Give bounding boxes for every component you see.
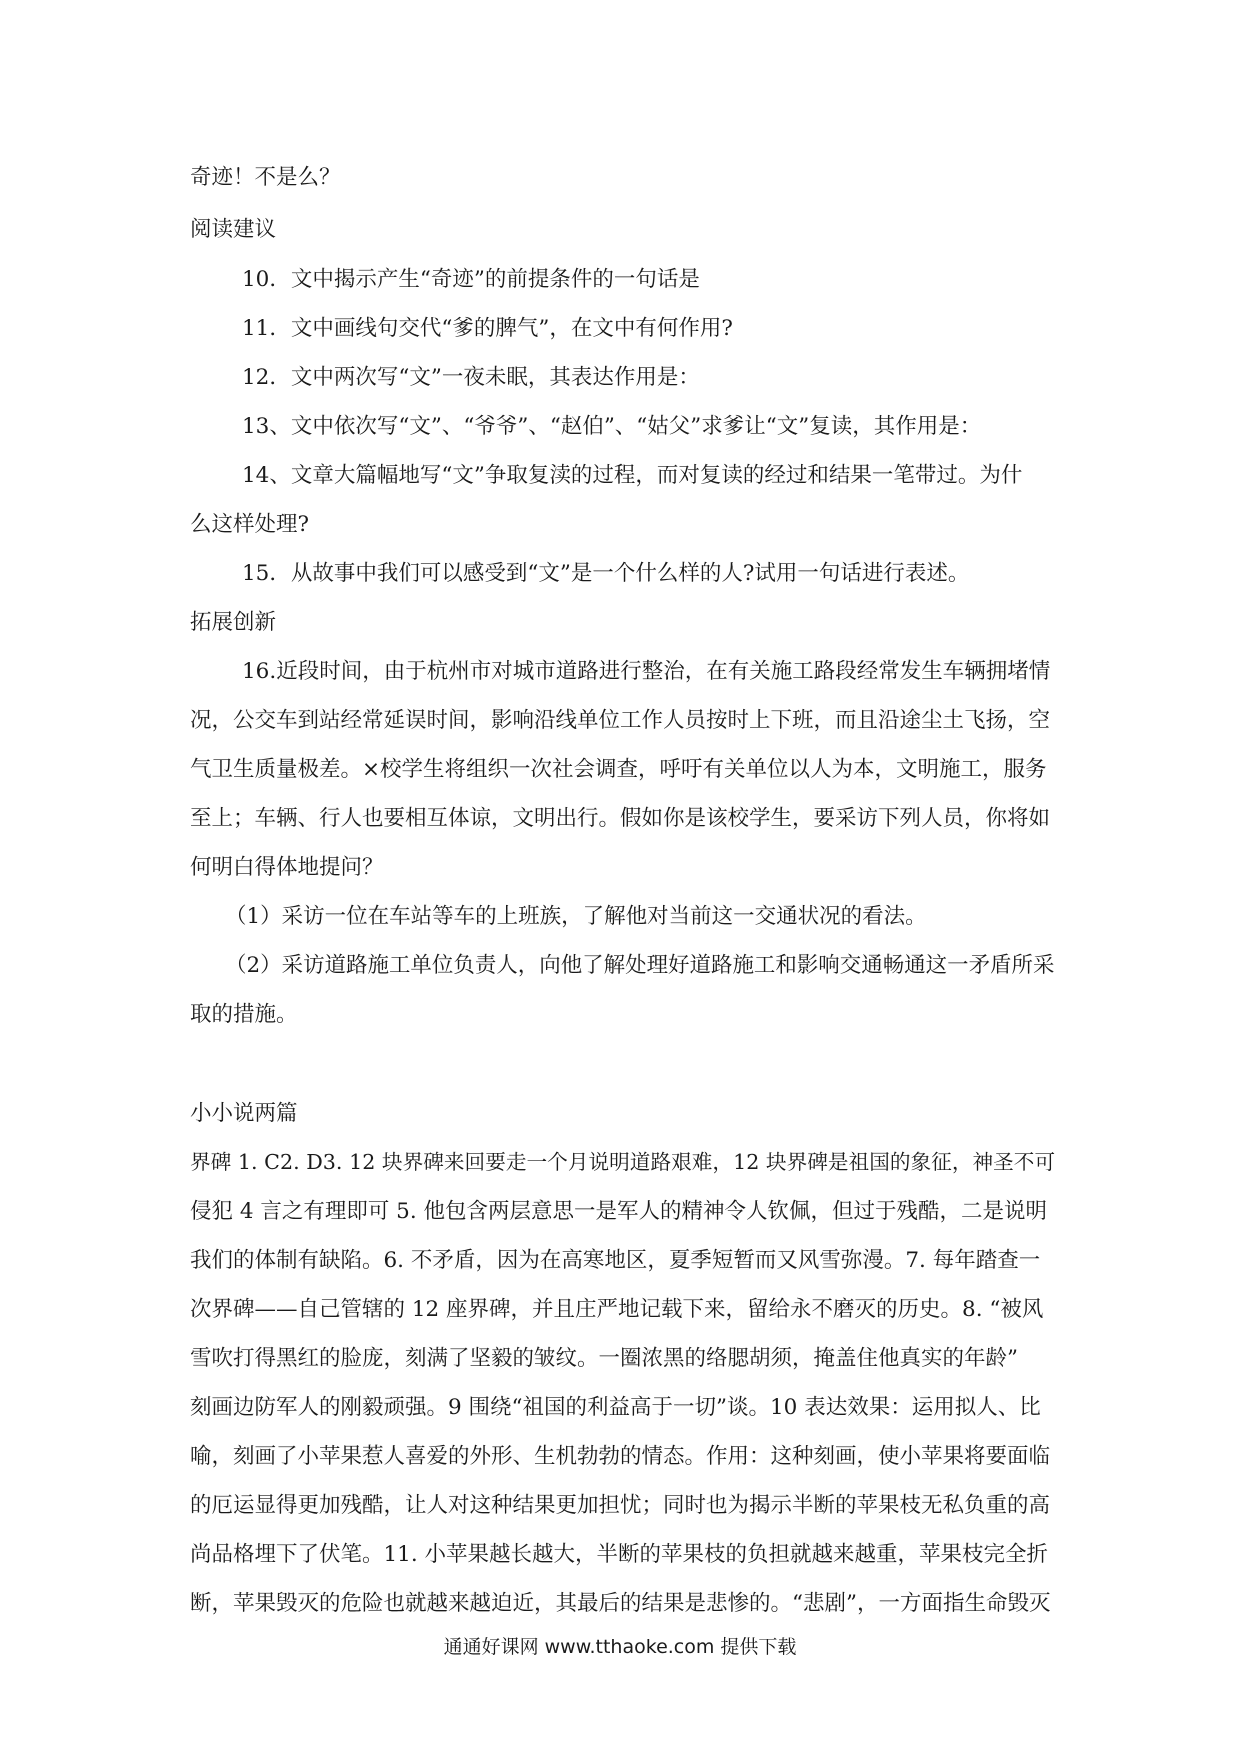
- question-line: 13、文中依次写“文”、“爷爷”、“赵伯”、“姑父”求爹让“文”复读，其作用是：: [242, 414, 982, 439]
- answer-line: 次界碑——自己管辖的 12 座界碑，并且庄严地记载下来，留给永不磨灭的历史。8. “被风: [190, 1297, 1044, 1322]
- question-line: 11．文中画线句交代“爹的脾气”，在文中有何作用?: [242, 316, 733, 341]
- answer-line: 界碑 1. C2. D3. 12 块界碑来回要走一个月说明道路艰难，12 块界碑是祖国的象征，神圣不可: [190, 1150, 1056, 1174]
- answer-line: 雪吹打得黑红的脸庞，刻满了坚毅的皱纹。一圈浓黑的络腮胡须，掩盖住他真实的年龄”: [190, 1346, 1018, 1371]
- answer-line: 侵犯 4 言之有理即可 5. 他包含两层意思一是军人的精神令人钦佩，但过于残酷，二是说明: [190, 1199, 1048, 1224]
- question-line: 10．文中揭示产生“奇迹”的前提条件的一句话是: [242, 267, 700, 292]
- paragraph-line: 16.近段时间，由于杭州市对城市道路进行整治，在有关施工路段经常发生车辆拥堵情: [242, 659, 1051, 684]
- question-line: 15．从故事中我们可以感受到“文”是一个什么样的人?试用一句话进行表述。: [242, 561, 970, 586]
- paragraph-line: 何明白得体地提问？: [190, 855, 384, 880]
- answer-line: 的厄运显得更加残酷，让人对这种结果更加担忧；同时也为揭示半断的苹果枝无私负重的高: [190, 1493, 1051, 1518]
- answer-line: 我们的体制有缺陷。6. 不矛盾，因为在高寒地区，夏季短暂而又风雪弥漫。7. 每年踏查一: [190, 1248, 1041, 1273]
- paragraph-line: 取的措施。: [190, 1002, 298, 1027]
- answer-line: 断，苹果毁灭的危险也就越来越迫近，其最后的结果是悲惨的。“悲剧”，一方面指生命毁灭: [190, 1591, 1051, 1616]
- paragraph-line: （2）采访道路施工单位负责人，向他了解处理好道路施工和影响交通畅通这一矛盾所采: [225, 953, 1055, 978]
- paragraph-line: 气卫生质量极差。×校学生将组织一次社会调查，呼吁有关单位以人为本，文明施工，服务: [190, 757, 1047, 782]
- answer-line: 喻，刻画了小苹果惹人喜爱的外形、生机勃勃的情态。作用：这种刻画，使小苹果将要面临: [190, 1444, 1051, 1469]
- section-heading: 阅读建议: [190, 217, 277, 242]
- section-heading: 拓展创新: [190, 610, 277, 635]
- paragraph-line: 至上；车辆、行人也要相互体谅，文明出行。假如你是该校学生，要采访下列人员，你将如: [190, 806, 1051, 831]
- question-line: 14、文章大篇幅地写“文”争取复渎的过程，而对复读的经过和结果一笔带过。为什: [242, 463, 1023, 488]
- page-footer: 通通好课网 www.tthaoke.com 提供下载: [443, 1636, 797, 1658]
- paragraph-line: 况，公交车到站经常延误时间，影响沿线单位工作人员按时上下班，而且沿途尘土飞扬，空: [190, 708, 1051, 733]
- paragraph-line: （1）采访一位在车站等车的上班族，了解他对当前这一交通状况的看法。: [225, 904, 927, 929]
- question-line: 么这样处理?: [190, 512, 310, 537]
- section-heading: 小小说两篇: [190, 1101, 298, 1126]
- answer-line: 尚品格埋下了伏笔。11. 小苹果越长越大，半断的苹果枝的负担就越来越重，苹果枝完全折: [190, 1542, 1049, 1567]
- text-line: 奇迹！不是么？: [190, 165, 341, 190]
- question-line: 12．文中两次写“文”一夜未眠，其表达作用是：: [242, 365, 700, 390]
- answer-line: 刻画边防军人的刚毅顽强。9 围绕“祖国的利益高于一切”谈。10 表达效果：运用拟人、比: [190, 1395, 1041, 1420]
